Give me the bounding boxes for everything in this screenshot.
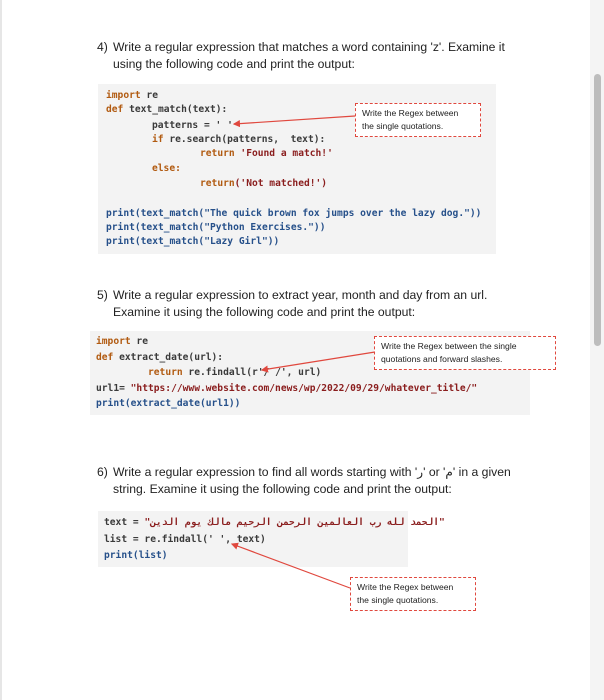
code-line: return re.findall(r'/ /', url) — [148, 367, 322, 378]
question-text-line2: Examine it using the following code and print the output: — [113, 305, 416, 319]
code-line: print(list) — [104, 550, 168, 561]
question-text-line2: using the following code and print the output: — [113, 57, 355, 71]
question-number: 4) — [97, 40, 108, 54]
code-line: list = re.findall(' ', text) — [104, 534, 266, 545]
callout-note-q6: Write the Regex between the single quotations. — [350, 577, 476, 611]
code-line: print(text_match("Python Exercises.")) — [106, 222, 326, 233]
code-line: else: — [152, 163, 181, 174]
arrow-q5 — [262, 352, 375, 370]
code-line: def text_match(text): — [106, 104, 228, 115]
callout-note-q5: Write the Regex between the single quotations and forward slashes. — [374, 336, 556, 370]
code-line: import re — [106, 90, 158, 101]
code-line: print(text_match("The quick brown fox jumps over the lazy dog.")) — [106, 208, 482, 219]
code-line: def extract_date(url): — [96, 352, 224, 363]
code-line: print(extract_date(url1)) — [96, 398, 241, 409]
question-text-line1: Write a regular expression to find all words starting with 'ر' or 'م' in a given — [113, 465, 511, 479]
code-line: return 'Found a match!' — [200, 148, 333, 159]
arrow-q4 — [234, 116, 355, 124]
question-number: 6) — [97, 465, 108, 479]
question-text-line1: Write a regular expression that matches a word containing 'z'. Examine it — [113, 40, 505, 54]
question-text-line2: string. Examine it using the following code and print the output: — [113, 482, 452, 496]
code-line: import re — [96, 336, 148, 347]
code-line: text = "الحمد لله رب العالمين الرحمن الرحيم مالك يوم الدين" — [104, 517, 445, 528]
question-text-line1: Write a regular expression to extract year, month and day from an url. — [113, 288, 488, 302]
code-line: url1= "https://www.website.com/news/wp/2022/09/29/whatever_title/" — [96, 383, 478, 394]
code-line: patterns = ' ' — [152, 120, 233, 131]
arrow-q6 — [232, 544, 350, 588]
question-number: 5) — [97, 288, 108, 302]
code-line: if re.search(patterns, text): — [152, 134, 326, 145]
code-line: return('Not matched!') — [200, 178, 328, 189]
callout-note-q4: Write the Regex between the single quotations. — [355, 103, 481, 137]
code-line: print(text_match("Lazy Girl")) — [106, 236, 280, 247]
